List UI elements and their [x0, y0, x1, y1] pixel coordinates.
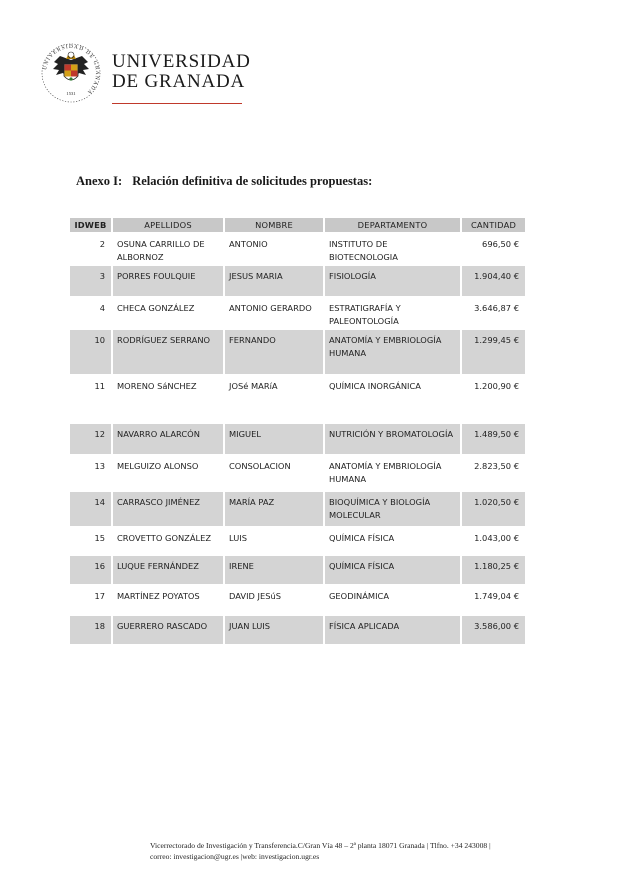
- header-divider: [112, 103, 242, 104]
- cell-apellidos: CARRASCO JIMÉNEZ: [113, 492, 223, 526]
- cell-nombre: FERNANDO: [225, 330, 323, 374]
- cell-cantidad: 1.043,00 €: [474, 533, 519, 543]
- cell-cantidad: 1.749,04 €: [474, 591, 519, 601]
- cell-idweb: 18: [70, 616, 111, 644]
- column-header-apellidos: APELLIDOS: [113, 218, 223, 232]
- cell-departamento: INSTITUTO DE BIOTECNOLOGIA: [329, 239, 398, 262]
- table-header-row: [70, 218, 525, 232]
- cell-idweb: 2: [99, 239, 105, 249]
- cell-idweb: 15: [94, 533, 105, 543]
- cell-departamento: BIOQUÍMICA Y BIOLOGÍA MOLECULAR: [325, 492, 460, 526]
- table-row: [70, 616, 525, 644]
- column-header-nombre: NOMBRE: [225, 218, 323, 232]
- cell-nombre: MARÍA PAZ: [225, 492, 323, 526]
- cell-apellidos: PORRES FOULQUIE: [113, 266, 223, 296]
- table-row: [70, 586, 525, 614]
- cell-apellidos: MARTÍNEZ POYATOS: [117, 591, 200, 601]
- applications-table: [68, 216, 527, 646]
- university-name: [112, 52, 251, 92]
- column-header-cantidad: CANTIDAD: [462, 218, 525, 232]
- cell-nombre: IRENE: [225, 556, 323, 584]
- table-row: [70, 556, 525, 584]
- cell-cantidad: 1.200,90 €: [474, 381, 519, 391]
- table-row: [70, 528, 525, 554]
- cell-apellidos: CHECA GONZÁLEZ: [117, 303, 195, 313]
- cell-apellidos: LUQUE FERNÁNDEZ: [113, 556, 223, 584]
- cell-idweb: 11: [94, 381, 105, 391]
- university-header: [40, 42, 250, 108]
- cell-departamento: QUÍMICA FÍSICA: [329, 533, 395, 543]
- column-header-departamento: DEPARTAMENTO: [325, 218, 460, 232]
- cell-nombre: LUIS: [229, 533, 247, 543]
- cell-idweb: 16: [70, 556, 111, 584]
- page-footer: [150, 840, 550, 862]
- cell-cantidad: 1.299,45 €: [462, 330, 525, 374]
- cell-departamento: GEODINÁMICA: [329, 591, 389, 601]
- cell-cantidad: 1.180,25 €: [462, 556, 525, 584]
- cell-nombre: JESUS MARIA: [225, 266, 323, 296]
- cell-departamento: QUÍMICA INORGÁNICA: [329, 381, 421, 391]
- cell-cantidad: 3.586,00 €: [462, 616, 525, 644]
- table-row: [70, 266, 525, 296]
- cell-apellidos: CROVETTO GONZÁLEZ: [117, 533, 212, 543]
- cell-cantidad: 2.823,50 €: [474, 461, 519, 471]
- table-row: [70, 376, 525, 422]
- cell-idweb: 3: [70, 266, 111, 296]
- university-name-line1: UNIVERSIDAD: [112, 51, 251, 72]
- seal-year: 1531: [66, 91, 76, 96]
- table-row: [70, 492, 525, 526]
- cell-apellidos: MORENO SáNCHEZ: [117, 381, 197, 391]
- cell-nombre: ANTONIO GERARDO: [229, 303, 312, 313]
- cell-departamento: NUTRICIÓN Y BROMATOLOGÍA: [325, 424, 460, 454]
- cell-idweb: 10: [70, 330, 111, 374]
- cell-departamento: ANATOMÍA Y EMBRIOLOGÍA HUMANA: [325, 330, 460, 374]
- cell-nombre: JUAN LUIS: [225, 616, 323, 644]
- cell-cantidad: 1.020,50 €: [462, 492, 525, 526]
- cell-cantidad: 1.904,40 €: [462, 266, 525, 296]
- cell-apellidos: RODRÍGUEZ SERRANO: [113, 330, 223, 374]
- cell-nombre: CONSOLACION: [229, 461, 291, 471]
- footer-contact: correo: investigacion@ugr.es |web: investigacion.ugr.es: [150, 852, 320, 861]
- table-row: [70, 298, 525, 328]
- cell-departamento: QUÍMICA FÍSICA: [325, 556, 460, 584]
- cell-idweb: 12: [70, 424, 111, 454]
- cell-departamento: FISIOLOGÍA: [325, 266, 460, 296]
- table-row: [70, 424, 525, 454]
- cell-apellidos: MELGUIZO ALONSO: [117, 461, 199, 471]
- annex-label: Anexo I:: [76, 174, 123, 188]
- cell-apellidos: GUERRERO RASCADO: [113, 616, 223, 644]
- cell-nombre: DAVID JESúS: [229, 591, 282, 601]
- cell-apellidos: OSUNA CARRILLO DE ALBORNOZ: [117, 239, 205, 262]
- cell-apellidos: NAVARRO ALARCÓN: [113, 424, 223, 454]
- annex-title: Relación definitiva de solicitudes propuestas:: [132, 174, 373, 188]
- cell-nombre: ANTONIO: [229, 239, 268, 249]
- university-seal-icon: [40, 42, 102, 104]
- cell-idweb: 13: [94, 461, 105, 471]
- university-name-line2: DE GRANADA: [112, 71, 246, 92]
- table-row: [70, 234, 525, 264]
- cell-nombre: JOSé MARíA: [229, 381, 278, 391]
- table-row: [70, 330, 525, 374]
- cell-cantidad: 696,50 €: [482, 239, 519, 249]
- cell-cantidad: 3.646,87 €: [474, 303, 519, 313]
- cell-cantidad: 1.489,50 €: [462, 424, 525, 454]
- footer-address: Vicerrectorado de Investigación y Transferencia.C/Gran Vía 48 – 2ª planta 18071 Granada | Tlfno. +34 243008 |: [150, 841, 491, 850]
- cell-idweb: 17: [94, 591, 105, 601]
- annex-heading: [76, 174, 372, 189]
- cell-departamento: FÍSICA APLICADA: [325, 616, 460, 644]
- cell-idweb: 14: [70, 492, 111, 526]
- cell-idweb: 4: [99, 303, 105, 313]
- column-header-idweb: IDWEB: [70, 218, 111, 232]
- table-row: [70, 456, 525, 490]
- cell-nombre: MIGUEL: [225, 424, 323, 454]
- cell-departamento: ANATOMÍA Y EMBRIOLOGÍA HUMANA: [329, 461, 442, 484]
- seal-text: UNIVERSIDAD DE GRANADA: [42, 43, 101, 96]
- cell-departamento: ESTRATIGRAFÍA Y PALEONTOLOGÍA: [329, 303, 401, 326]
